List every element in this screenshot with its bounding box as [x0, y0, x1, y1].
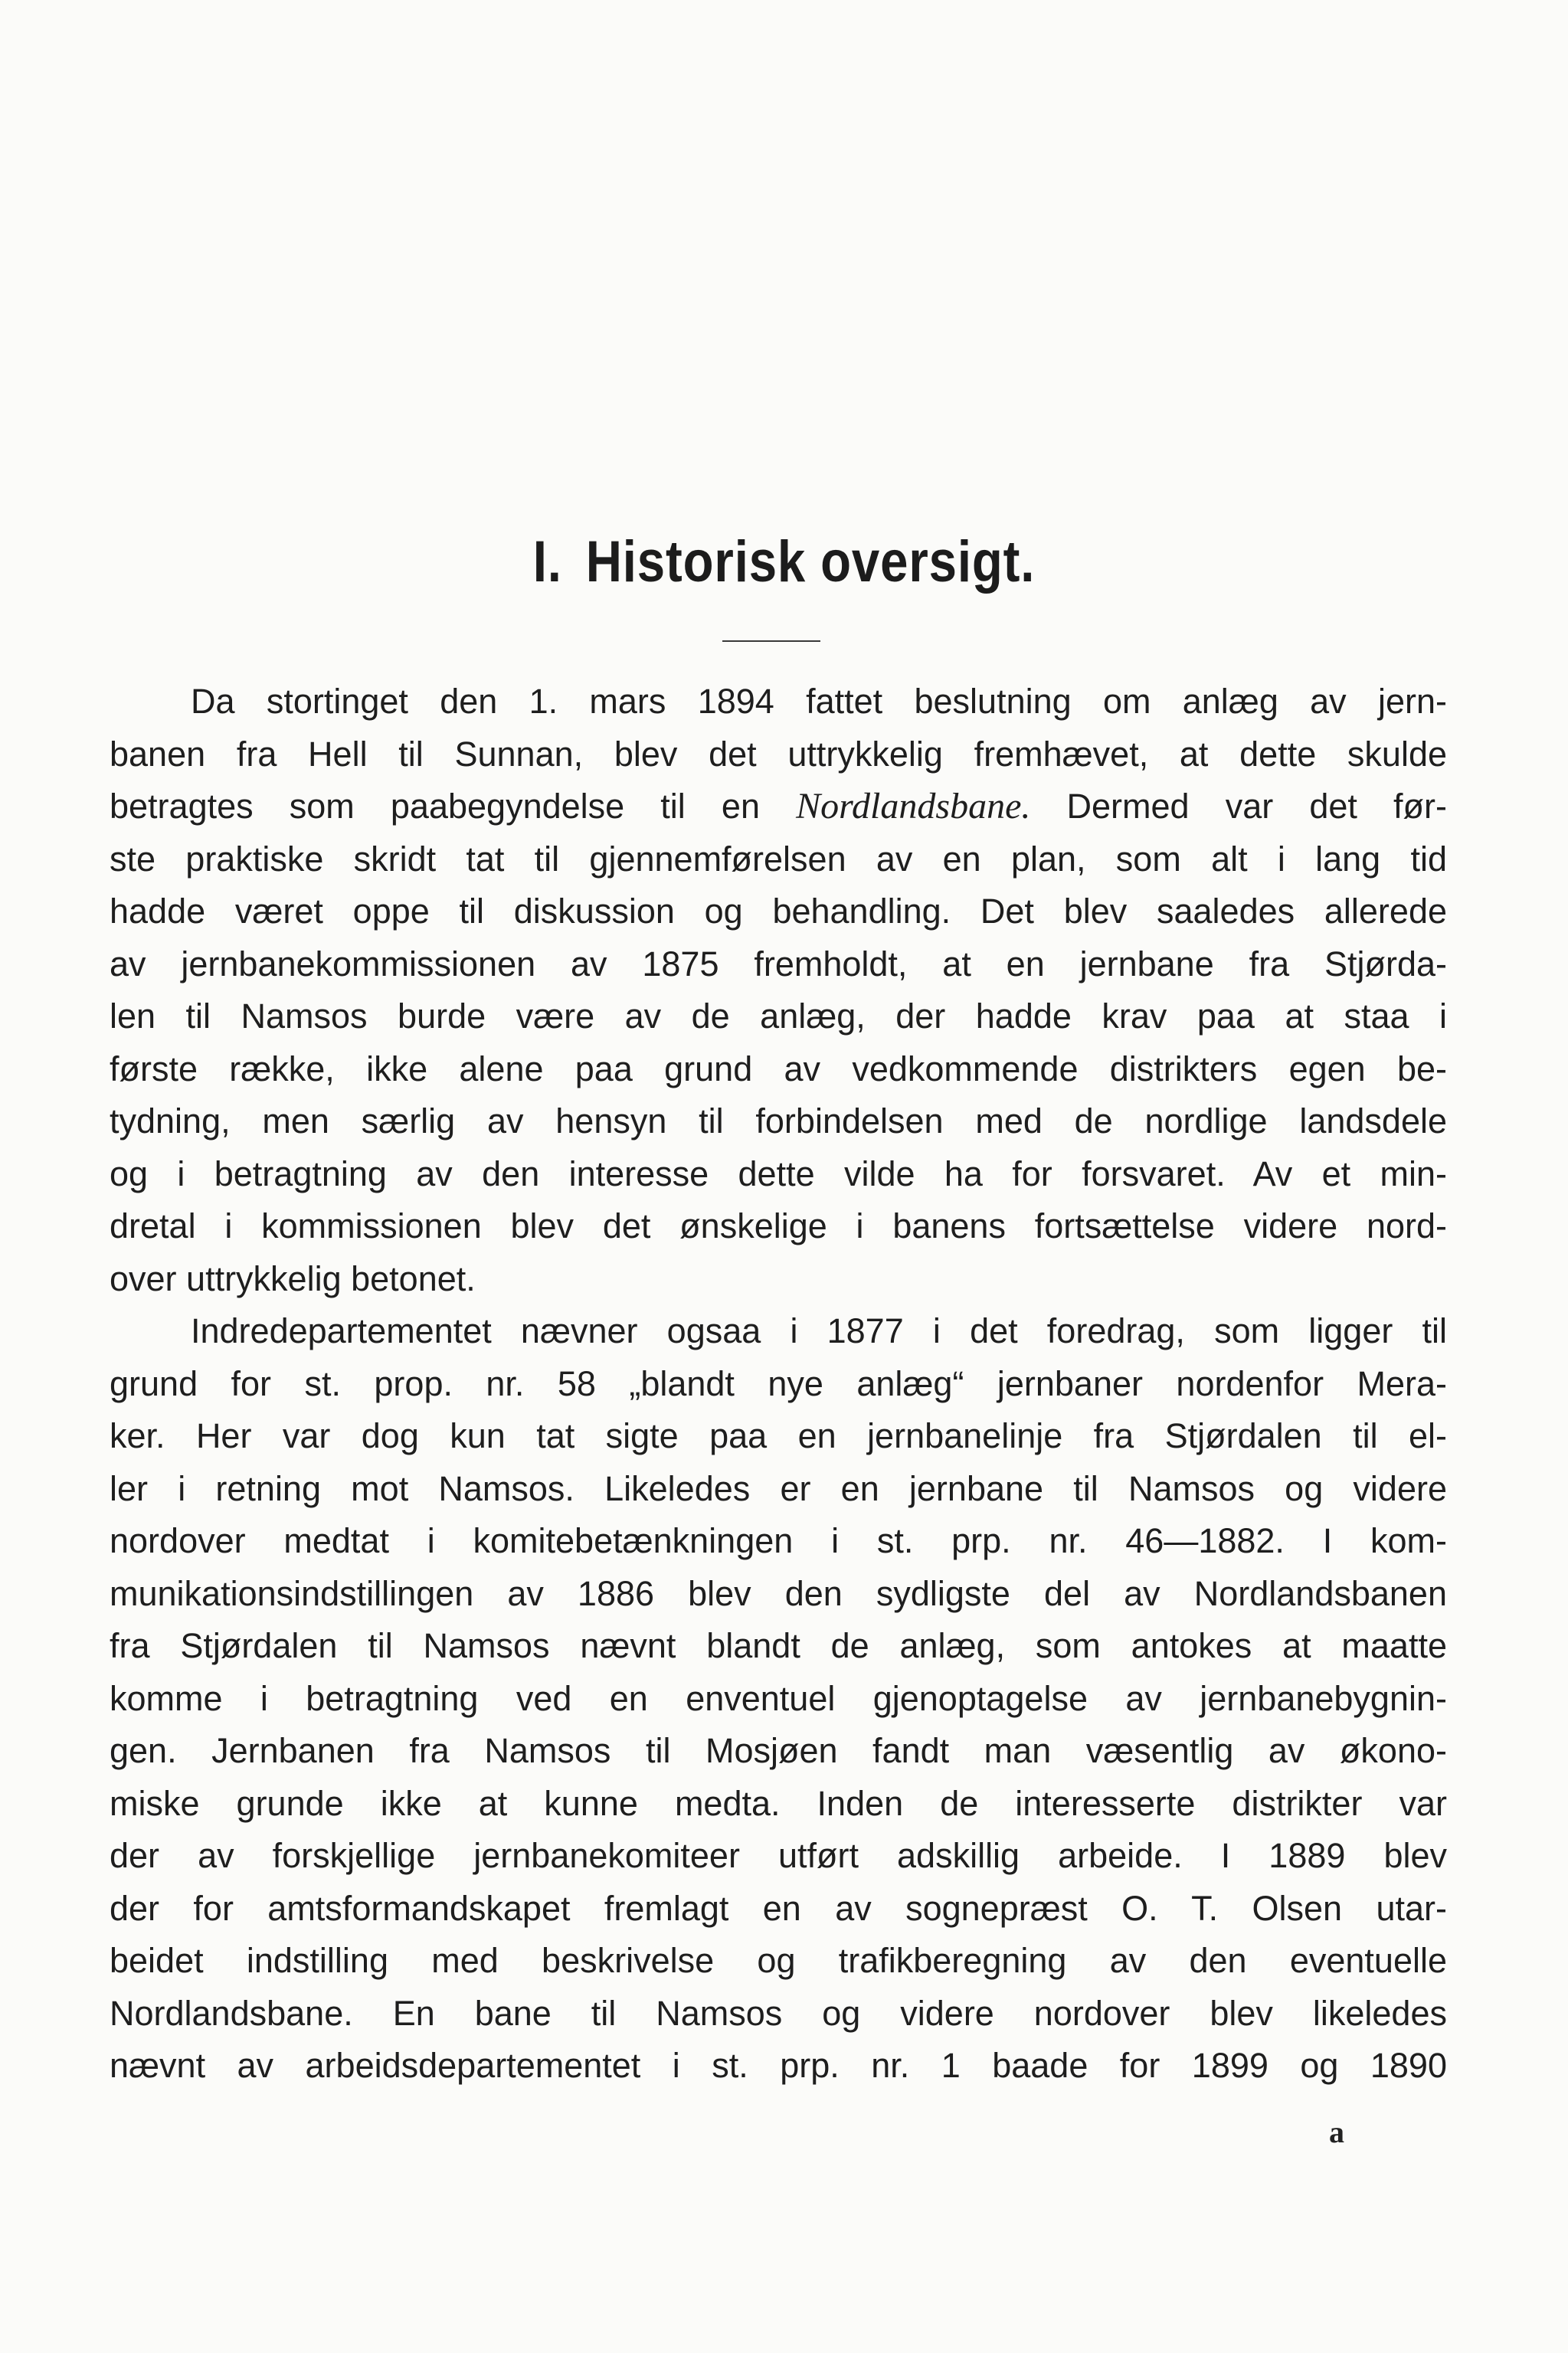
text-line: Da stortinget den 1. mars 1894 fattet beslutning om anlæg av jern- [191, 682, 1447, 721]
text-line [110, 781, 1447, 833]
text-line: over uttrykkelig betonet. [110, 1258, 476, 1298]
chapter-number: I. [532, 529, 562, 594]
chapter-heading [110, 529, 1458, 595]
text-line: munikationsindstillingen av 1886 blev den sydligste del av Nordlandsbanen [110, 1573, 1447, 1613]
text-line-start: betragtes som paabegyndelse til en [110, 787, 760, 826]
text-line: tydning, men særlig av hensyn til forbindelsen med de nordlige landsdele [110, 1101, 1447, 1141]
text-line: nævnt av arbeidsdepartementet i st. prp. nr. 1 baade for 1899 og 1890 [110, 2046, 1447, 2085]
text-line: komme i betragtning ved en enventuel gjenoptagelse av jernbanebygnin- [110, 1678, 1447, 1718]
text-line: nordover medtat i komitebetænkningen i st. prp. nr. 46—1882. I kom- [110, 1521, 1447, 1560]
text-line: første række, ikke alene paa grund av vedkommende distrikters egen be- [110, 1049, 1447, 1088]
text-line: banen fra Hell til Sunnan, blev det uttrykkelig fremhævet, at dette skulde [110, 734, 1447, 774]
text-line: av jernbanekommissionen av 1875 fremholdt, at en jernbane fra Stjørda- [110, 944, 1447, 983]
text-line: og i betragtning av den interesse dette vilde ha for forsvaret. Av et min- [110, 1154, 1447, 1193]
text-line: gen. Jernbanen fra Namsos til Mosjøen fandt man væsentlig av økono- [110, 1731, 1447, 1770]
text-line: ler i retning mot Namsos. Likeledes er en jernbane til Namsos og videre [110, 1468, 1447, 1508]
text-line: Nordlandsbane. En bane til Namsos og videre nordover blev likeledes [110, 1993, 1447, 2033]
body-text [110, 676, 1447, 2093]
text-line: der for amtsformandskapet fremlagt en av sognepræst O. T. Olsen utar- [110, 1888, 1447, 1928]
text-line-end: Dermed var det før- [1066, 787, 1447, 826]
text-line: grund for st. prop. nr. 58 „blandt nye anlæg“ jernbaner nordenfor Mera- [110, 1363, 1447, 1403]
signature-mark: a [1329, 2115, 1344, 2149]
text-line: Indredepartementet nævner ogsaa i 1877 i det foredrag, som ligger til [191, 1311, 1447, 1350]
text-line: ker. Her var dog kun tat sigte paa en jernbanelinje fra Stjørdalen til el- [110, 1416, 1447, 1455]
heading-divider [722, 640, 820, 642]
chapter-title: Historisk oversigt. [585, 529, 1036, 594]
text-line: len til Namsos burde være av de anlæg, der hadde krav paa at staa i [110, 997, 1447, 1036]
text-line: fra Stjørdalen til Namsos nævnt blandt de anlæg, som antokes at maatte [110, 1626, 1447, 1665]
text-line: miske grunde ikke at kunne medta. Inden de interesserte distrikter var [110, 1783, 1447, 1823]
text-line: beidet indstilling med beskrivelse og trafikberegning av den eventuelle [110, 1941, 1447, 1980]
text-line: dretal i kommissionen blev det ønskelige i banens fortsættelse videre nord- [110, 1206, 1447, 1245]
text-line: hadde været oppe til diskussion og behandling. Det blev saaledes allerede [110, 892, 1447, 931]
text-line: der av forskjellige jernbanekomiteer utført adskillig arbeide. I 1889 blev [110, 1836, 1447, 1875]
italic-term: Nordlandsbane. [796, 786, 1031, 826]
text-line: ste praktiske skridt tat til gjennemførelsen av en plan, som alt i lang tid [110, 839, 1447, 879]
